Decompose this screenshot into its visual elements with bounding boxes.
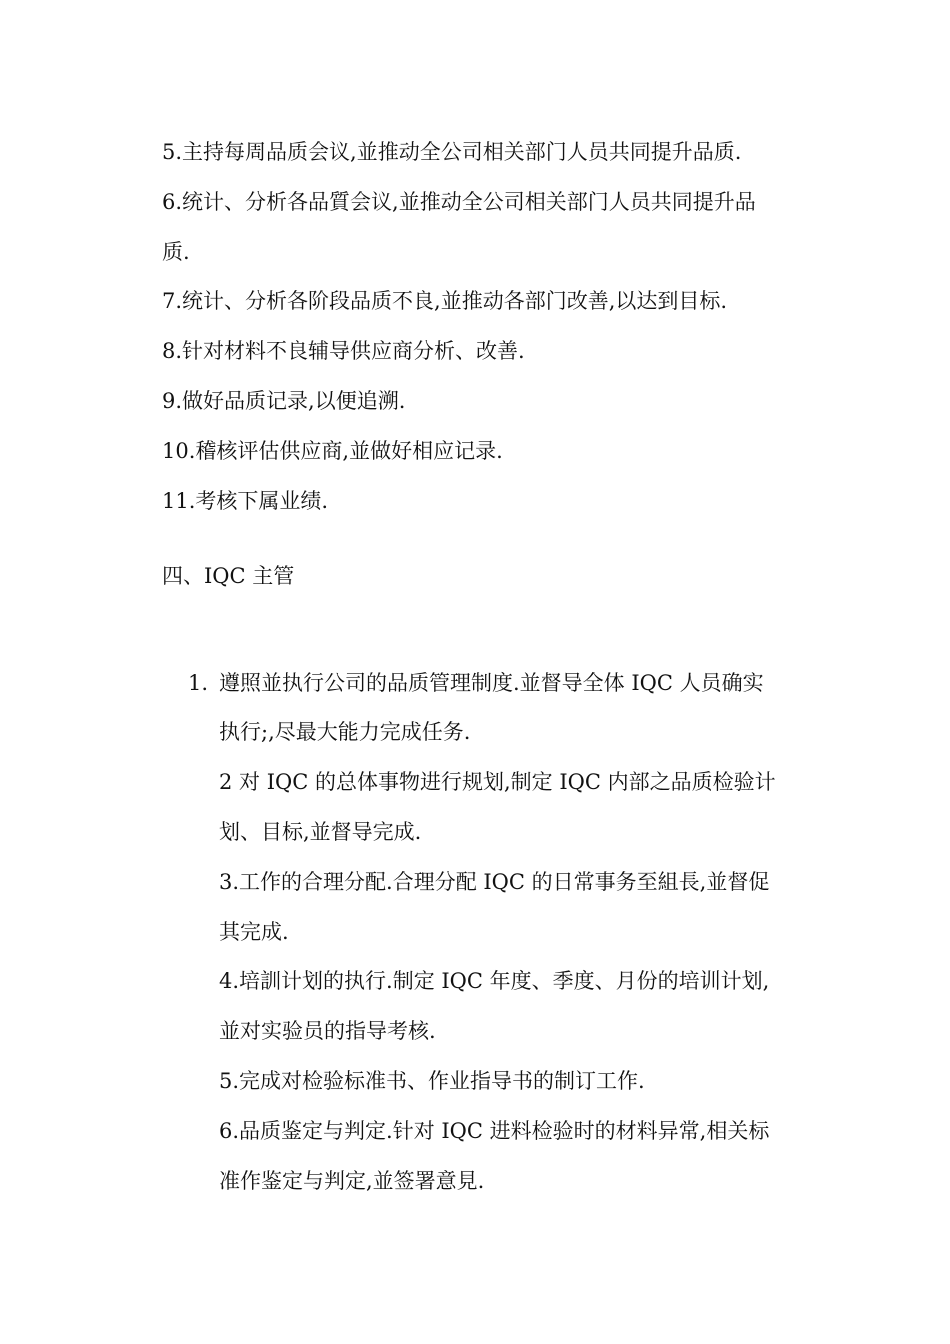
list-number: 1. — [188, 671, 209, 695]
list-item: 6.品质鉴定与判定.针对 IQC 进料检验时的材料异常,相关标 — [219, 1119, 770, 1143]
list-item-continuation: 质. — [162, 240, 190, 264]
list-item-continuation: 执行;,尽最大能力完成任务. — [219, 720, 471, 744]
list-item: 遵照並执行公司的品质管理制度.並督导全体 IQC 人员确实 — [219, 671, 764, 695]
list-item-continuation: 並对实验员的指导考核. — [219, 1019, 436, 1043]
list-item-continuation: 划、目标,並督导完成. — [219, 820, 422, 844]
list-item: 6.统计、分析各品質会议,並推动全公司相关部门人员共同提升品 — [162, 190, 756, 214]
list-item-continuation: 其完成. — [219, 920, 289, 944]
list-item: 9.做好品质记录,以便追溯. — [162, 389, 406, 413]
list-item: 4.培訓计划的执行.制定 IQC 年度、季度、月份的培训计划, — [219, 969, 770, 993]
section-heading: 四、IQC 主管 — [162, 564, 295, 588]
list-item: 3.工作的合理分配.合理分配 IQC 的日常事务至組長,並督促 — [219, 870, 770, 894]
list-item: 2 对 IQC 的总体事物进行规划,制定 IQC 内部之品质检验计 — [219, 770, 776, 794]
list-item: 8.针对材料不良辅导供应商分析、改善. — [162, 339, 525, 363]
list-item-continuation: 准作鉴定与判定,並签署意見. — [219, 1169, 485, 1193]
list-item: 5.完成对检验标准书、作业指导书的制订工作. — [219, 1069, 645, 1093]
list-item: 10.稽核评估供应商,並做好相应记录. — [162, 439, 503, 463]
list-item: 5.主持每周品质会议,並推动全公司相关部门人员共同提升品质. — [162, 140, 742, 164]
list-item: 7.统计、分析各阶段品质不良,並推动各部门改善,以达到目标. — [162, 289, 728, 313]
list-item: 11.考核下属业绩. — [162, 489, 329, 513]
